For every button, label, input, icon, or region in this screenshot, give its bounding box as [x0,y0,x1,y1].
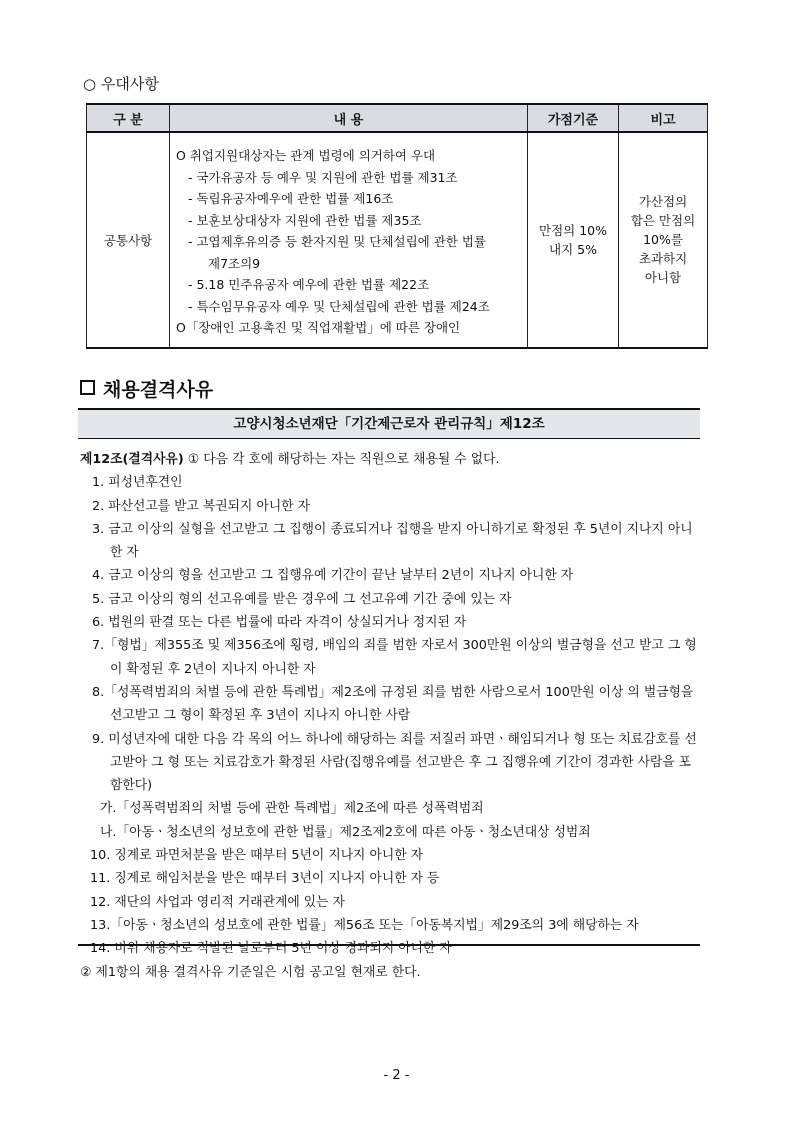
list-item: 4. 금고 이상의 형을 선고받고 그 집행유예 기간이 끝난 날부터 2년이 지나지 아니한 자 [92,568,574,584]
list-item: 3. 금고 이상의 실형을 선고받고 그 집행이 종료되거나 집행을 받지 아니하기로 확정된 후 5년이 지나지 아니한 자 [92,521,693,561]
bottom-divider [78,944,700,946]
list-item: 10. 징계로 파면처분을 받은 때부터 5년이 지나지 아니한 자 [90,848,423,864]
list-item: 12. 재단의 사업과 영리적 거래관계에 있는 자 [90,894,345,910]
page-number: - 2 - [383,1068,410,1083]
content-cell [170,132,528,348]
list-item: 14. 비위 채용자로 적발된 날로부터 5년 이상 경과되지 아니한 자 [90,941,452,957]
category-cell: 공통사항 [87,132,170,348]
law-item: - 고엽제후유의증 등 환자지원 및 단체설립에 관한 법률 [188,234,486,249]
law-item: - 보훈보상대상자 지원에 관한 법률 제35조 [188,212,422,228]
list-item: 11. 징계로 해임처분을 받은 때부터 3년이 지나지 아니한 자 등 [90,871,440,887]
criteria-line: 내지 5% [549,241,597,257]
content-line: O「장애인 고용촉진 및 직업재활법」에 따른 장애인 [176,320,461,335]
list-item: 7.「형법」제355조 및 제356조에 횡령, 배임의 죄를 범한 자로서 300만원 이상의 벌금형을 선고 받고 그 형이 확정된 후 2년이 지나지 아니한 자 [92,638,697,677]
note-cell [619,132,708,348]
preference-table [86,103,708,349]
section-title: 채용결격사유 [103,379,214,401]
section-title: 우대사항 [100,75,159,93]
law-item: - 국가유공자 등 예우 및 지원에 관한 법률 제31조 [188,169,458,185]
header-content: 내 용 [170,104,528,132]
list-item: 8.「성폭력범죄의 처벌 등에 관한 특례법」제2조에 규정된 죄를 범한 사람으로서 100만원 이상 의 벌금형을 선고받고 그 형이 확정된 후 3년이 지나지 아니한 사람 [92,684,694,724]
header-note: 비고 [619,104,708,132]
law-item: - 특수임무유공자 예우 및 단체설립에 관한 법률 제24조 [188,298,490,314]
sub-item: 가.「성폭력범죄의 처벌 등에 관한 특례법」제2조에 따른 성폭력범죄 [100,801,484,817]
list-item: 5. 금고 이상의 형의 선고유예를 받은 경우에 그 선고유예 기간 중에 있는 자 [92,591,512,607]
note-line: 아니함 [644,270,682,286]
law-item-continued: 제7조의9 [208,255,261,271]
criteria-cell [528,132,619,348]
checkbox-square-icon [80,380,95,395]
note-line: 초과하지 [638,251,688,267]
sub-item: 나.「아동ㆍ청소년의 성보호에 관한 법률」제2조제2호에 따른 아동ㆍ청소년대상 성범죄 [100,824,591,840]
table-row [87,132,708,348]
circle-bullet: ○ [83,75,97,93]
regulation-banner: 고양시청소년재단「기간제근로자 관리규칙」제12조 [78,408,700,439]
note-line: 가산점의 [638,194,688,210]
note-line: 합은 만점의 [630,213,696,229]
note-line: 10%를 [643,232,683,248]
rule-lead [80,448,702,471]
article-title: 제12조(결격사유) [80,452,184,467]
list-item: 9. 미성년자에 대한 다음 각 목의 어느 하나에 해당하는 죄를 저질러 파면ㆍ해임되거나 형 또는 치료감호를 선고받아 그 형 또는 치료감호가 확정된 사람(집행유예를 선고받은 후 그 집행유예 기간이 경과한 사람을 포함한다) [92,731,697,794]
list-item: 2. 파산선고를 받고 복권되지 아니한 자 [92,498,310,514]
article-lead-text: ① 다음 각 호에 해당하는 자는 직원으로 채용될 수 없다. [187,452,500,467]
list-item: 1. 피성년후견인 [92,475,183,491]
regulation-text [80,448,702,984]
section-heading-disqualification [80,375,213,402]
law-item: - 5.18 민주유공자 예우에 관한 법률 제22조 [188,277,430,292]
header-category: 구 분 [87,104,170,132]
section-heading-preference [83,73,159,94]
table-header-row [87,104,708,132]
law-item: - 독립유공자예우에 관한 법률 제16조 [188,191,394,206]
content-line: O 취업지원대상자는 관계 법령에 의거하여 우대 [176,148,436,163]
list-item: 6. 법원의 판결 또는 다른 법률에 따라 자격이 상실되거나 정지된 자 [92,615,467,631]
list-item: 13.「아동ㆍ청소년의 성보호에 관한 법률」제56조 또는「아동복지법」제29조의 3에 해당하는 자 [90,917,639,933]
closing-clause: ② 제1항의 채용 결격사유 기준일은 시험 공고일 현재로 한다. [80,964,421,980]
header-criteria: 가점기준 [528,104,619,132]
criteria-line: 만점의 10% [539,222,607,238]
